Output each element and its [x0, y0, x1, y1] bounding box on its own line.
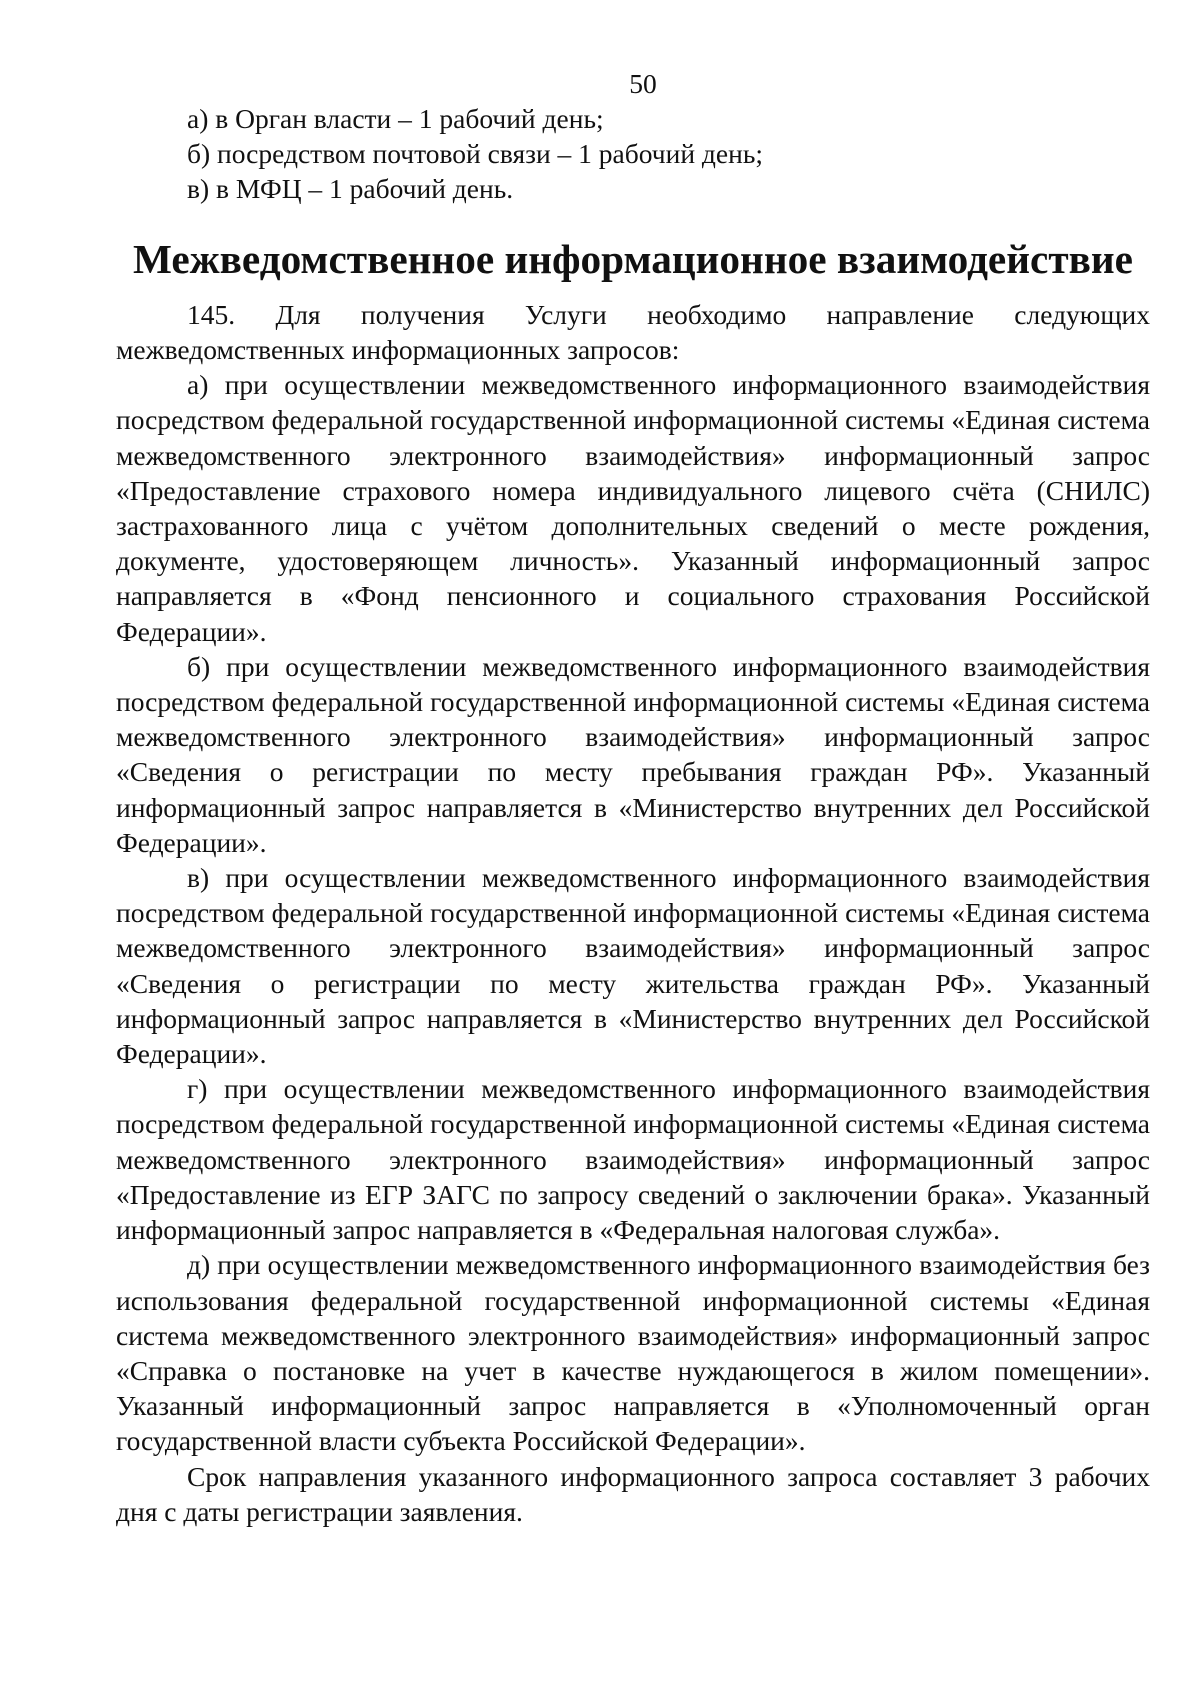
page-number: 50 — [629, 68, 657, 99]
intro-item-a: а) в Орган власти – 1 рабочий день; — [187, 103, 604, 134]
paragraph-deadline: Срок направления указанного информационного запроса составляет 3 рабочих дня с даты регистрации заявления. — [116, 1460, 1150, 1527]
paragraph-item-v: в) при осуществлении межведомственного информационного взаимодействия посредством федеральной государственной информационной системы «Единая система межведомственного электронного взаимодействия» информационный запрос «Сведения о регистрации по месту жительства граждан РФ». Указанный информационный запрос направляется в «Министерство внутренних дел Российской Федерации». — [116, 862, 1150, 1070]
paragraph-145-intro: 145. Для получения Услуги необходимо направление следующих межведомственных информационных запросов: — [116, 298, 1150, 366]
intro-item-b: б) посредством почтовой связи – 1 рабочий день; — [187, 138, 764, 170]
paragraph-item-g: г) при осуществлении межведомственного информационного взаимодействия посредством федеральной государственной информационной системы «Единая система межведомственного электронного взаимодействия» информационный запрос «Предоставление из ЕГР ЗАГС по запросу сведений о заключении брака». Указанный информационный запрос направляется в «Федеральная налоговая служба». — [116, 1073, 1150, 1246]
section-heading: Межведомственное информационное взаимодействие — [133, 235, 1133, 282]
paragraph-item-a: а) при осуществлении межведомственного информационного взаимодействия посредством федеральной государственной информационной системы «Единая система межведомственного электронного взаимодействия» информационный запрос «Предоставление страхового номера индивидуального лицевого счёта (СНИЛС) застрахованного лица с учётом дополнительных сведений о месте рождения, документе, удостоверяющем личность». Указанный информационный запрос направляется в «Фонд пенсионного и социального страхования Российской Федерации». — [116, 369, 1150, 647]
paragraph-item-d: д) при осуществлении межведомственного информационного взаимодействия без использования федеральной государственной информационной системы «Единая система межведомственного электронного взаимодействия» информационный запрос «Справка о постановке на учет в качестве нуждающегося в жилом помещении». Указанный информационный запрос направляется в «Уполномоченный орган государственной власти субъекта Российской Федерации». — [116, 1249, 1150, 1457]
intro-item-c: в) в МФЦ – 1 рабочий день. — [187, 173, 514, 205]
paragraph-item-b: б) при осуществлении межведомственного информационного взаимодействия посредством федеральной государственной информационной системы «Единая система межведомственного электронного взаимодействия» информационный запрос «Сведения о регистрации по месту пребывания граждан РФ». Указанный информационный запрос направляется в «Министерство внутренних дел Российской Федерации». — [116, 650, 1150, 858]
document-page — [116, 66, 1150, 1529]
